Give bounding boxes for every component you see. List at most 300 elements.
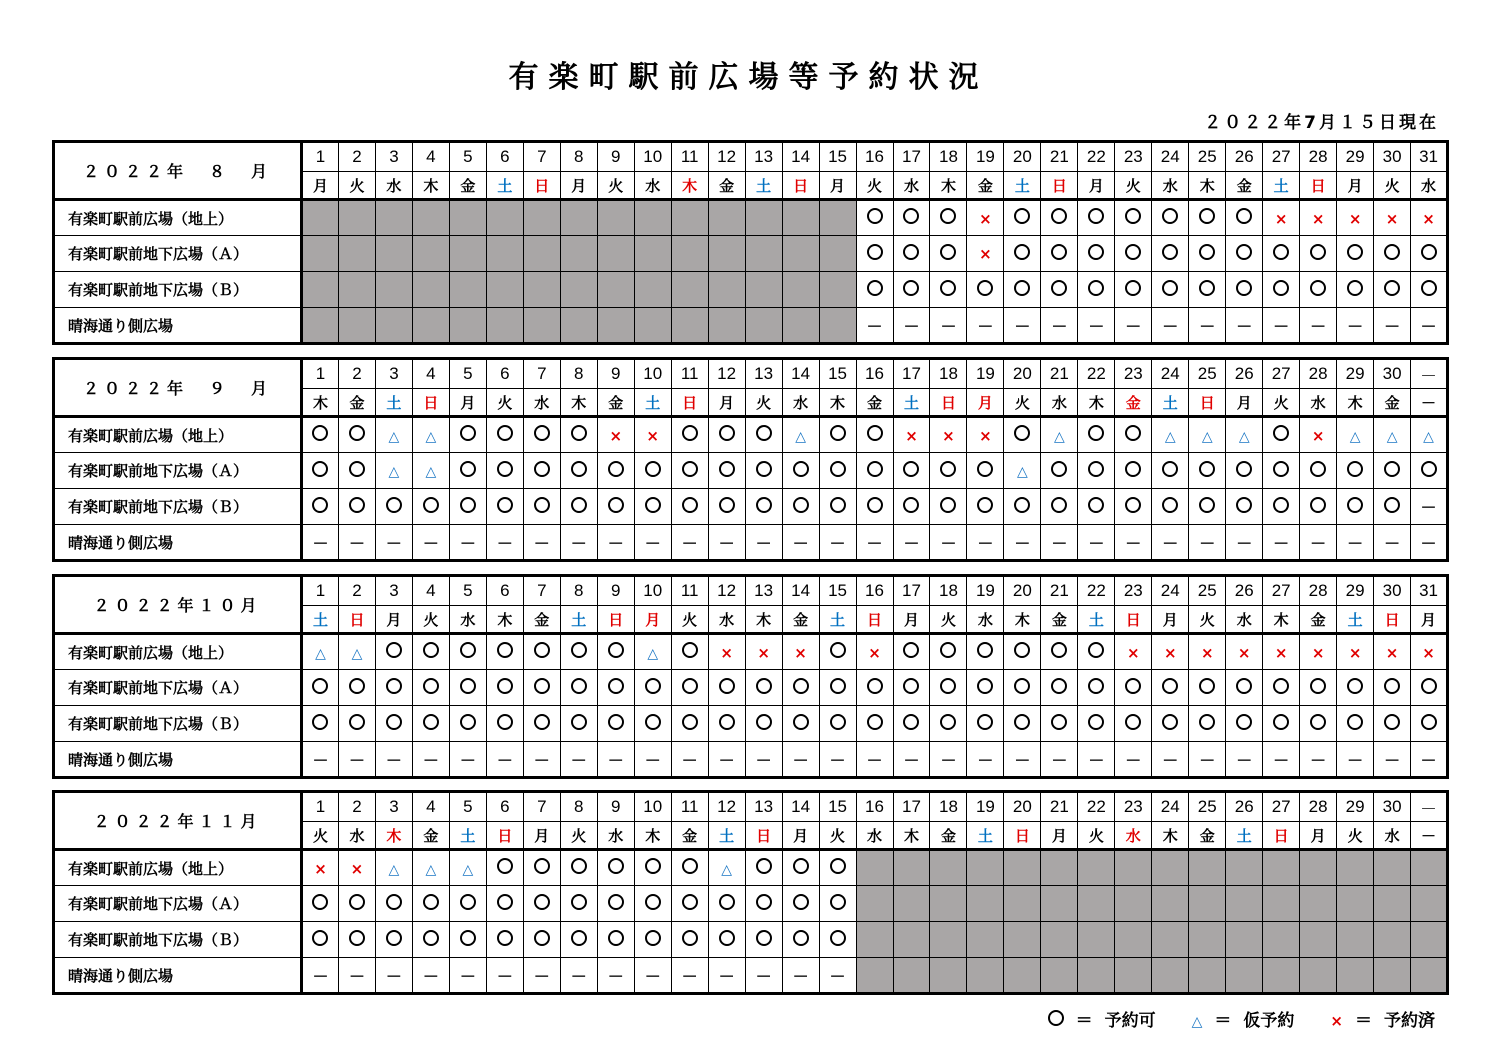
status-cell[interactable]: [1041, 525, 1078, 561]
status-cell[interactable]: [486, 634, 523, 670]
status-cell[interactable]: [523, 958, 560, 994]
status-cell[interactable]: [523, 886, 560, 922]
status-cell[interactable]: [1337, 634, 1374, 670]
status-cell[interactable]: [893, 706, 930, 742]
status-cell[interactable]: [1411, 272, 1448, 308]
status-cell[interactable]: [597, 742, 634, 778]
status-cell[interactable]: [597, 886, 634, 922]
status-cell[interactable]: [782, 417, 819, 453]
status-cell[interactable]: [856, 489, 893, 525]
status-cell[interactable]: [1263, 236, 1300, 272]
status-cell[interactable]: [634, 850, 671, 886]
status-cell[interactable]: [560, 453, 597, 489]
status-cell[interactable]: [523, 525, 560, 561]
status-cell[interactable]: [634, 742, 671, 778]
status-cell[interactable]: [449, 417, 486, 453]
status-cell[interactable]: [302, 742, 339, 778]
status-cell[interactable]: [449, 670, 486, 706]
status-cell[interactable]: [1152, 670, 1189, 706]
status-cell[interactable]: [1337, 453, 1374, 489]
status-cell[interactable]: [560, 489, 597, 525]
status-cell[interactable]: [671, 670, 708, 706]
status-cell[interactable]: [560, 706, 597, 742]
status-cell[interactable]: [1263, 706, 1300, 742]
status-cell[interactable]: [449, 742, 486, 778]
status-cell[interactable]: [338, 453, 375, 489]
status-cell[interactable]: [1078, 525, 1115, 561]
status-cell[interactable]: [930, 489, 967, 525]
status-cell[interactable]: [671, 417, 708, 453]
status-cell[interactable]: [782, 706, 819, 742]
status-cell[interactable]: [1300, 706, 1337, 742]
status-cell[interactable]: [1300, 670, 1337, 706]
status-cell[interactable]: [1041, 417, 1078, 453]
status-cell[interactable]: [1337, 272, 1374, 308]
status-cell[interactable]: [523, 489, 560, 525]
status-cell[interactable]: [1115, 453, 1152, 489]
status-cell[interactable]: [523, 453, 560, 489]
status-cell[interactable]: [819, 489, 856, 525]
status-cell[interactable]: [449, 850, 486, 886]
status-cell[interactable]: [412, 525, 449, 561]
status-cell[interactable]: [1078, 272, 1115, 308]
status-cell[interactable]: [1374, 706, 1411, 742]
status-cell[interactable]: [1411, 308, 1448, 344]
status-cell[interactable]: [1189, 272, 1226, 308]
status-cell[interactable]: [856, 634, 893, 670]
status-cell[interactable]: [1337, 308, 1374, 344]
status-cell[interactable]: [412, 706, 449, 742]
status-cell[interactable]: [930, 706, 967, 742]
status-cell[interactable]: [1300, 634, 1337, 670]
status-cell[interactable]: [1078, 742, 1115, 778]
status-cell[interactable]: [338, 525, 375, 561]
status-cell[interactable]: [1226, 453, 1263, 489]
status-cell[interactable]: [893, 453, 930, 489]
status-cell[interactable]: [1115, 417, 1152, 453]
status-cell[interactable]: [893, 417, 930, 453]
status-cell[interactable]: [1337, 742, 1374, 778]
status-cell[interactable]: [893, 634, 930, 670]
status-cell[interactable]: [523, 922, 560, 958]
status-cell[interactable]: [597, 922, 634, 958]
status-cell[interactable]: [634, 922, 671, 958]
status-cell[interactable]: [523, 417, 560, 453]
status-cell[interactable]: [1263, 525, 1300, 561]
status-cell[interactable]: [930, 417, 967, 453]
status-cell[interactable]: [967, 489, 1004, 525]
status-cell[interactable]: [708, 489, 745, 525]
status-cell[interactable]: [302, 634, 339, 670]
status-cell[interactable]: [819, 417, 856, 453]
status-cell[interactable]: [1004, 489, 1041, 525]
status-cell[interactable]: [412, 886, 449, 922]
status-cell[interactable]: [893, 670, 930, 706]
status-cell[interactable]: [1004, 200, 1041, 236]
status-cell[interactable]: [1152, 453, 1189, 489]
status-cell[interactable]: [1226, 525, 1263, 561]
status-cell[interactable]: [1115, 670, 1152, 706]
status-cell[interactable]: [560, 670, 597, 706]
status-cell[interactable]: [856, 670, 893, 706]
status-cell[interactable]: [930, 634, 967, 670]
status-cell[interactable]: [597, 525, 634, 561]
status-cell[interactable]: [449, 958, 486, 994]
status-cell[interactable]: [1300, 525, 1337, 561]
status-cell[interactable]: [560, 850, 597, 886]
status-cell[interactable]: [745, 489, 782, 525]
status-cell[interactable]: [1152, 417, 1189, 453]
status-cell[interactable]: [967, 272, 1004, 308]
status-cell[interactable]: [893, 200, 930, 236]
status-cell[interactable]: [1115, 525, 1152, 561]
status-cell[interactable]: [1115, 489, 1152, 525]
status-cell[interactable]: [1300, 200, 1337, 236]
status-cell[interactable]: [375, 958, 412, 994]
status-cell[interactable]: [449, 489, 486, 525]
status-cell[interactable]: [967, 236, 1004, 272]
status-cell[interactable]: [1004, 453, 1041, 489]
status-cell[interactable]: [412, 922, 449, 958]
status-cell[interactable]: [1189, 200, 1226, 236]
status-cell[interactable]: [1078, 200, 1115, 236]
status-cell[interactable]: [523, 634, 560, 670]
status-cell[interactable]: [782, 922, 819, 958]
status-cell[interactable]: [1115, 200, 1152, 236]
status-cell[interactable]: [375, 886, 412, 922]
status-cell[interactable]: [819, 850, 856, 886]
status-cell[interactable]: [819, 706, 856, 742]
status-cell[interactable]: [1152, 634, 1189, 670]
status-cell[interactable]: [634, 706, 671, 742]
status-cell[interactable]: [967, 634, 1004, 670]
status-cell[interactable]: [302, 886, 339, 922]
status-cell[interactable]: [1041, 453, 1078, 489]
status-cell[interactable]: [449, 634, 486, 670]
status-cell[interactable]: [486, 417, 523, 453]
status-cell[interactable]: [1300, 236, 1337, 272]
status-cell[interactable]: [893, 272, 930, 308]
status-cell[interactable]: [486, 850, 523, 886]
status-cell[interactable]: [1374, 236, 1411, 272]
status-cell[interactable]: [708, 958, 745, 994]
status-cell[interactable]: [1226, 272, 1263, 308]
status-cell[interactable]: [1374, 525, 1411, 561]
status-cell[interactable]: [1374, 272, 1411, 308]
status-cell[interactable]: [597, 417, 634, 453]
status-cell[interactable]: [745, 742, 782, 778]
status-cell[interactable]: [1374, 308, 1411, 344]
status-cell[interactable]: [708, 417, 745, 453]
status-cell[interactable]: [560, 417, 597, 453]
status-cell[interactable]: [782, 453, 819, 489]
status-cell[interactable]: [634, 453, 671, 489]
status-cell[interactable]: [560, 525, 597, 561]
status-cell[interactable]: [671, 958, 708, 994]
status-cell[interactable]: [597, 670, 634, 706]
status-cell[interactable]: [1078, 453, 1115, 489]
status-cell[interactable]: [1226, 200, 1263, 236]
status-cell[interactable]: [597, 489, 634, 525]
status-cell[interactable]: [745, 958, 782, 994]
status-cell[interactable]: [302, 670, 339, 706]
status-cell[interactable]: [412, 453, 449, 489]
status-cell[interactable]: [819, 958, 856, 994]
status-cell[interactable]: [1004, 417, 1041, 453]
status-cell[interactable]: [1189, 489, 1226, 525]
status-cell[interactable]: [893, 742, 930, 778]
status-cell[interactable]: [1189, 706, 1226, 742]
status-cell[interactable]: [560, 886, 597, 922]
status-cell[interactable]: [1078, 670, 1115, 706]
status-cell[interactable]: [967, 670, 1004, 706]
status-cell[interactable]: [375, 417, 412, 453]
status-cell[interactable]: [1374, 670, 1411, 706]
status-cell[interactable]: [338, 850, 375, 886]
status-cell[interactable]: [302, 453, 339, 489]
status-cell[interactable]: [1078, 236, 1115, 272]
status-cell[interactable]: [1411, 453, 1448, 489]
status-cell[interactable]: [1004, 706, 1041, 742]
status-cell[interactable]: [1337, 670, 1374, 706]
status-cell[interactable]: [523, 742, 560, 778]
status-cell[interactable]: [708, 706, 745, 742]
status-cell[interactable]: [1152, 706, 1189, 742]
status-cell[interactable]: [1041, 489, 1078, 525]
status-cell[interactable]: [967, 525, 1004, 561]
status-cell[interactable]: [560, 742, 597, 778]
status-cell[interactable]: [1337, 489, 1374, 525]
status-cell[interactable]: [1189, 525, 1226, 561]
status-cell[interactable]: [1004, 634, 1041, 670]
status-cell[interactable]: [634, 417, 671, 453]
status-cell[interactable]: [1300, 272, 1337, 308]
status-cell[interactable]: [449, 453, 486, 489]
status-cell[interactable]: [338, 922, 375, 958]
status-cell[interactable]: [671, 489, 708, 525]
status-cell[interactable]: [1004, 525, 1041, 561]
status-cell[interactable]: [1300, 742, 1337, 778]
status-cell[interactable]: [302, 525, 339, 561]
status-cell[interactable]: [486, 958, 523, 994]
status-cell[interactable]: [1152, 236, 1189, 272]
status-cell[interactable]: [449, 706, 486, 742]
status-cell[interactable]: [856, 453, 893, 489]
status-cell[interactable]: [745, 634, 782, 670]
status-cell[interactable]: [1411, 200, 1448, 236]
status-cell[interactable]: [560, 958, 597, 994]
status-cell[interactable]: [893, 236, 930, 272]
status-cell[interactable]: [1004, 742, 1041, 778]
status-cell[interactable]: [708, 634, 745, 670]
status-cell[interactable]: [1263, 308, 1300, 344]
status-cell[interactable]: [708, 922, 745, 958]
status-cell[interactable]: [856, 236, 893, 272]
status-cell[interactable]: [782, 489, 819, 525]
status-cell[interactable]: [708, 886, 745, 922]
status-cell[interactable]: [1263, 634, 1300, 670]
status-cell[interactable]: [1337, 525, 1374, 561]
status-cell[interactable]: [1041, 742, 1078, 778]
status-cell[interactable]: [819, 886, 856, 922]
status-cell[interactable]: [1004, 236, 1041, 272]
status-cell[interactable]: [856, 706, 893, 742]
status-cell[interactable]: [338, 958, 375, 994]
status-cell[interactable]: [597, 453, 634, 489]
status-cell[interactable]: [930, 272, 967, 308]
status-cell[interactable]: [1115, 308, 1152, 344]
status-cell[interactable]: [782, 525, 819, 561]
status-cell[interactable]: [1374, 200, 1411, 236]
status-cell[interactable]: [1263, 489, 1300, 525]
status-cell[interactable]: [1300, 308, 1337, 344]
status-cell[interactable]: [486, 670, 523, 706]
status-cell[interactable]: [1226, 489, 1263, 525]
status-cell[interactable]: [708, 742, 745, 778]
status-cell[interactable]: [745, 525, 782, 561]
status-cell[interactable]: [1115, 706, 1152, 742]
status-cell[interactable]: [523, 670, 560, 706]
status-cell[interactable]: [375, 453, 412, 489]
status-cell[interactable]: [930, 200, 967, 236]
status-cell[interactable]: [1078, 308, 1115, 344]
status-cell[interactable]: [1411, 706, 1448, 742]
status-cell[interactable]: [338, 417, 375, 453]
status-cell[interactable]: [1374, 417, 1411, 453]
status-cell[interactable]: [967, 453, 1004, 489]
status-cell[interactable]: [930, 670, 967, 706]
status-cell[interactable]: [1226, 634, 1263, 670]
status-cell[interactable]: [1411, 489, 1448, 525]
status-cell[interactable]: [819, 922, 856, 958]
status-cell[interactable]: [967, 308, 1004, 344]
status-cell[interactable]: [671, 850, 708, 886]
status-cell[interactable]: [1374, 742, 1411, 778]
status-cell[interactable]: [1411, 236, 1448, 272]
status-cell[interactable]: [1337, 706, 1374, 742]
status-cell[interactable]: [449, 922, 486, 958]
status-cell[interactable]: [782, 886, 819, 922]
status-cell[interactable]: [1263, 272, 1300, 308]
status-cell[interactable]: [708, 525, 745, 561]
status-cell[interactable]: [1041, 200, 1078, 236]
status-cell[interactable]: [375, 525, 412, 561]
status-cell[interactable]: [1263, 453, 1300, 489]
status-cell[interactable]: [1337, 200, 1374, 236]
status-cell[interactable]: [375, 489, 412, 525]
status-cell[interactable]: [1152, 525, 1189, 561]
status-cell[interactable]: [1189, 417, 1226, 453]
status-cell[interactable]: [338, 742, 375, 778]
status-cell[interactable]: [930, 308, 967, 344]
status-cell[interactable]: [856, 525, 893, 561]
status-cell[interactable]: [1189, 453, 1226, 489]
status-cell[interactable]: [302, 922, 339, 958]
status-cell[interactable]: [745, 922, 782, 958]
status-cell[interactable]: [893, 489, 930, 525]
status-cell[interactable]: [486, 922, 523, 958]
status-cell[interactable]: [412, 742, 449, 778]
status-cell[interactable]: [819, 453, 856, 489]
status-cell[interactable]: [1226, 742, 1263, 778]
status-cell[interactable]: [1189, 236, 1226, 272]
status-cell[interactable]: [745, 417, 782, 453]
status-cell[interactable]: [967, 706, 1004, 742]
status-cell[interactable]: [967, 417, 1004, 453]
status-cell[interactable]: [1041, 236, 1078, 272]
status-cell[interactable]: [708, 850, 745, 886]
status-cell[interactable]: [1152, 489, 1189, 525]
status-cell[interactable]: [634, 886, 671, 922]
status-cell[interactable]: [856, 417, 893, 453]
status-cell[interactable]: [1300, 489, 1337, 525]
status-cell[interactable]: [930, 236, 967, 272]
status-cell[interactable]: [1263, 417, 1300, 453]
status-cell[interactable]: [1041, 308, 1078, 344]
status-cell[interactable]: [634, 489, 671, 525]
status-cell[interactable]: [671, 525, 708, 561]
status-cell[interactable]: [1263, 742, 1300, 778]
status-cell[interactable]: [302, 417, 339, 453]
status-cell[interactable]: [1041, 706, 1078, 742]
status-cell[interactable]: [1041, 634, 1078, 670]
status-cell[interactable]: [375, 850, 412, 886]
status-cell[interactable]: [1115, 742, 1152, 778]
status-cell[interactable]: [1041, 272, 1078, 308]
status-cell[interactable]: [893, 525, 930, 561]
status-cell[interactable]: [1189, 634, 1226, 670]
status-cell[interactable]: [302, 850, 339, 886]
status-cell[interactable]: [597, 850, 634, 886]
status-cell[interactable]: [597, 634, 634, 670]
status-cell[interactable]: [375, 742, 412, 778]
status-cell[interactable]: [1263, 670, 1300, 706]
status-cell[interactable]: [412, 634, 449, 670]
status-cell[interactable]: [1152, 308, 1189, 344]
status-cell[interactable]: [1152, 742, 1189, 778]
status-cell[interactable]: [1115, 236, 1152, 272]
status-cell[interactable]: [523, 850, 560, 886]
status-cell[interactable]: [1189, 308, 1226, 344]
status-cell[interactable]: [1078, 417, 1115, 453]
status-cell[interactable]: [1004, 670, 1041, 706]
status-cell[interactable]: [486, 706, 523, 742]
status-cell[interactable]: [745, 453, 782, 489]
status-cell[interactable]: [1189, 670, 1226, 706]
status-cell[interactable]: [560, 634, 597, 670]
status-cell[interactable]: [745, 886, 782, 922]
status-cell[interactable]: [671, 886, 708, 922]
status-cell[interactable]: [1078, 489, 1115, 525]
status-cell[interactable]: [486, 886, 523, 922]
status-cell[interactable]: [1337, 236, 1374, 272]
status-cell[interactable]: [819, 525, 856, 561]
status-cell[interactable]: [930, 525, 967, 561]
status-cell[interactable]: [412, 850, 449, 886]
status-cell[interactable]: [338, 634, 375, 670]
status-cell[interactable]: [782, 670, 819, 706]
status-cell[interactable]: [745, 706, 782, 742]
status-cell[interactable]: [856, 308, 893, 344]
status-cell[interactable]: [634, 634, 671, 670]
status-cell[interactable]: [375, 670, 412, 706]
status-cell[interactable]: [412, 417, 449, 453]
status-cell[interactable]: [671, 922, 708, 958]
status-cell[interactable]: [412, 489, 449, 525]
status-cell[interactable]: [819, 742, 856, 778]
status-cell[interactable]: [671, 706, 708, 742]
status-cell[interactable]: [486, 489, 523, 525]
